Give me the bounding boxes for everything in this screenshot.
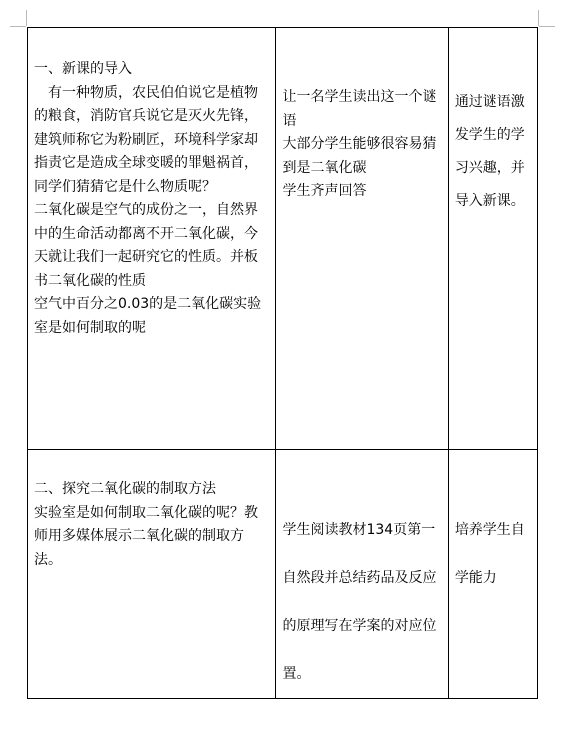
student-activity-cell — [276, 450, 448, 699]
section-heading: 二、探究二氧化碳的制取方法 — [34, 481, 216, 497]
teacher-paragraph: 空气中百分之0.03的是二氧化碳实验室是如何制取的呢 — [34, 296, 262, 336]
section-heading: 一、新课的导入 — [34, 61, 132, 77]
design-intent-cell — [448, 450, 537, 699]
teacher-activity-cell — [28, 28, 276, 450]
teacher-paragraph: 实验室是如何制取二氧化碳的呢？教师用多媒体展示二氧化碳的制取方法。 — [34, 504, 258, 568]
teacher-paragraph: 有一种物质，农民伯伯说它是植物的粮食，消防官兵说它是灭火先锋，建筑师称它为粉刷匠，环境科学家却指责它是造成全球变暖的罪魁祸首，同学们猜猜它是什么物质呢？ — [34, 84, 258, 195]
teacher-activity-cell — [28, 450, 276, 699]
student-activity-cell — [276, 28, 448, 450]
page-corner-mark-top-right-v — [538, 10, 539, 26]
student-paragraph: 学生阅读教材134页第一自然段并总结药品及反应的原理写在学案的对应位置。 — [282, 522, 437, 682]
student-paragraph: 学生齐声回答 — [282, 183, 367, 199]
lesson-plan-table — [27, 27, 538, 699]
page-corner-mark-top-left-v — [26, 10, 27, 26]
student-paragraph: 让一名学生读出这一个谜语 — [282, 89, 437, 129]
design-intent-cell — [448, 28, 537, 450]
page-corner-mark-top-right-h — [539, 26, 555, 27]
intent-text: 培养学生自学能力 — [454, 522, 525, 586]
student-paragraph: 大部分学生能够很容易猜到是二氧化碳 — [282, 136, 437, 176]
teacher-paragraph: 二氧化碳是空气的成份之一，自然界中的生命活动都离不开二氧化碳，今天就让我们一起研究它的性质。并板书二氧化碳的性质 — [34, 202, 258, 289]
table-row — [28, 28, 538, 450]
table-row — [28, 450, 538, 699]
intent-text: 通过谜语激发学生的学习兴趣，并导入新课。 — [454, 94, 525, 209]
page-corner-mark-top-left-h — [10, 26, 26, 27]
